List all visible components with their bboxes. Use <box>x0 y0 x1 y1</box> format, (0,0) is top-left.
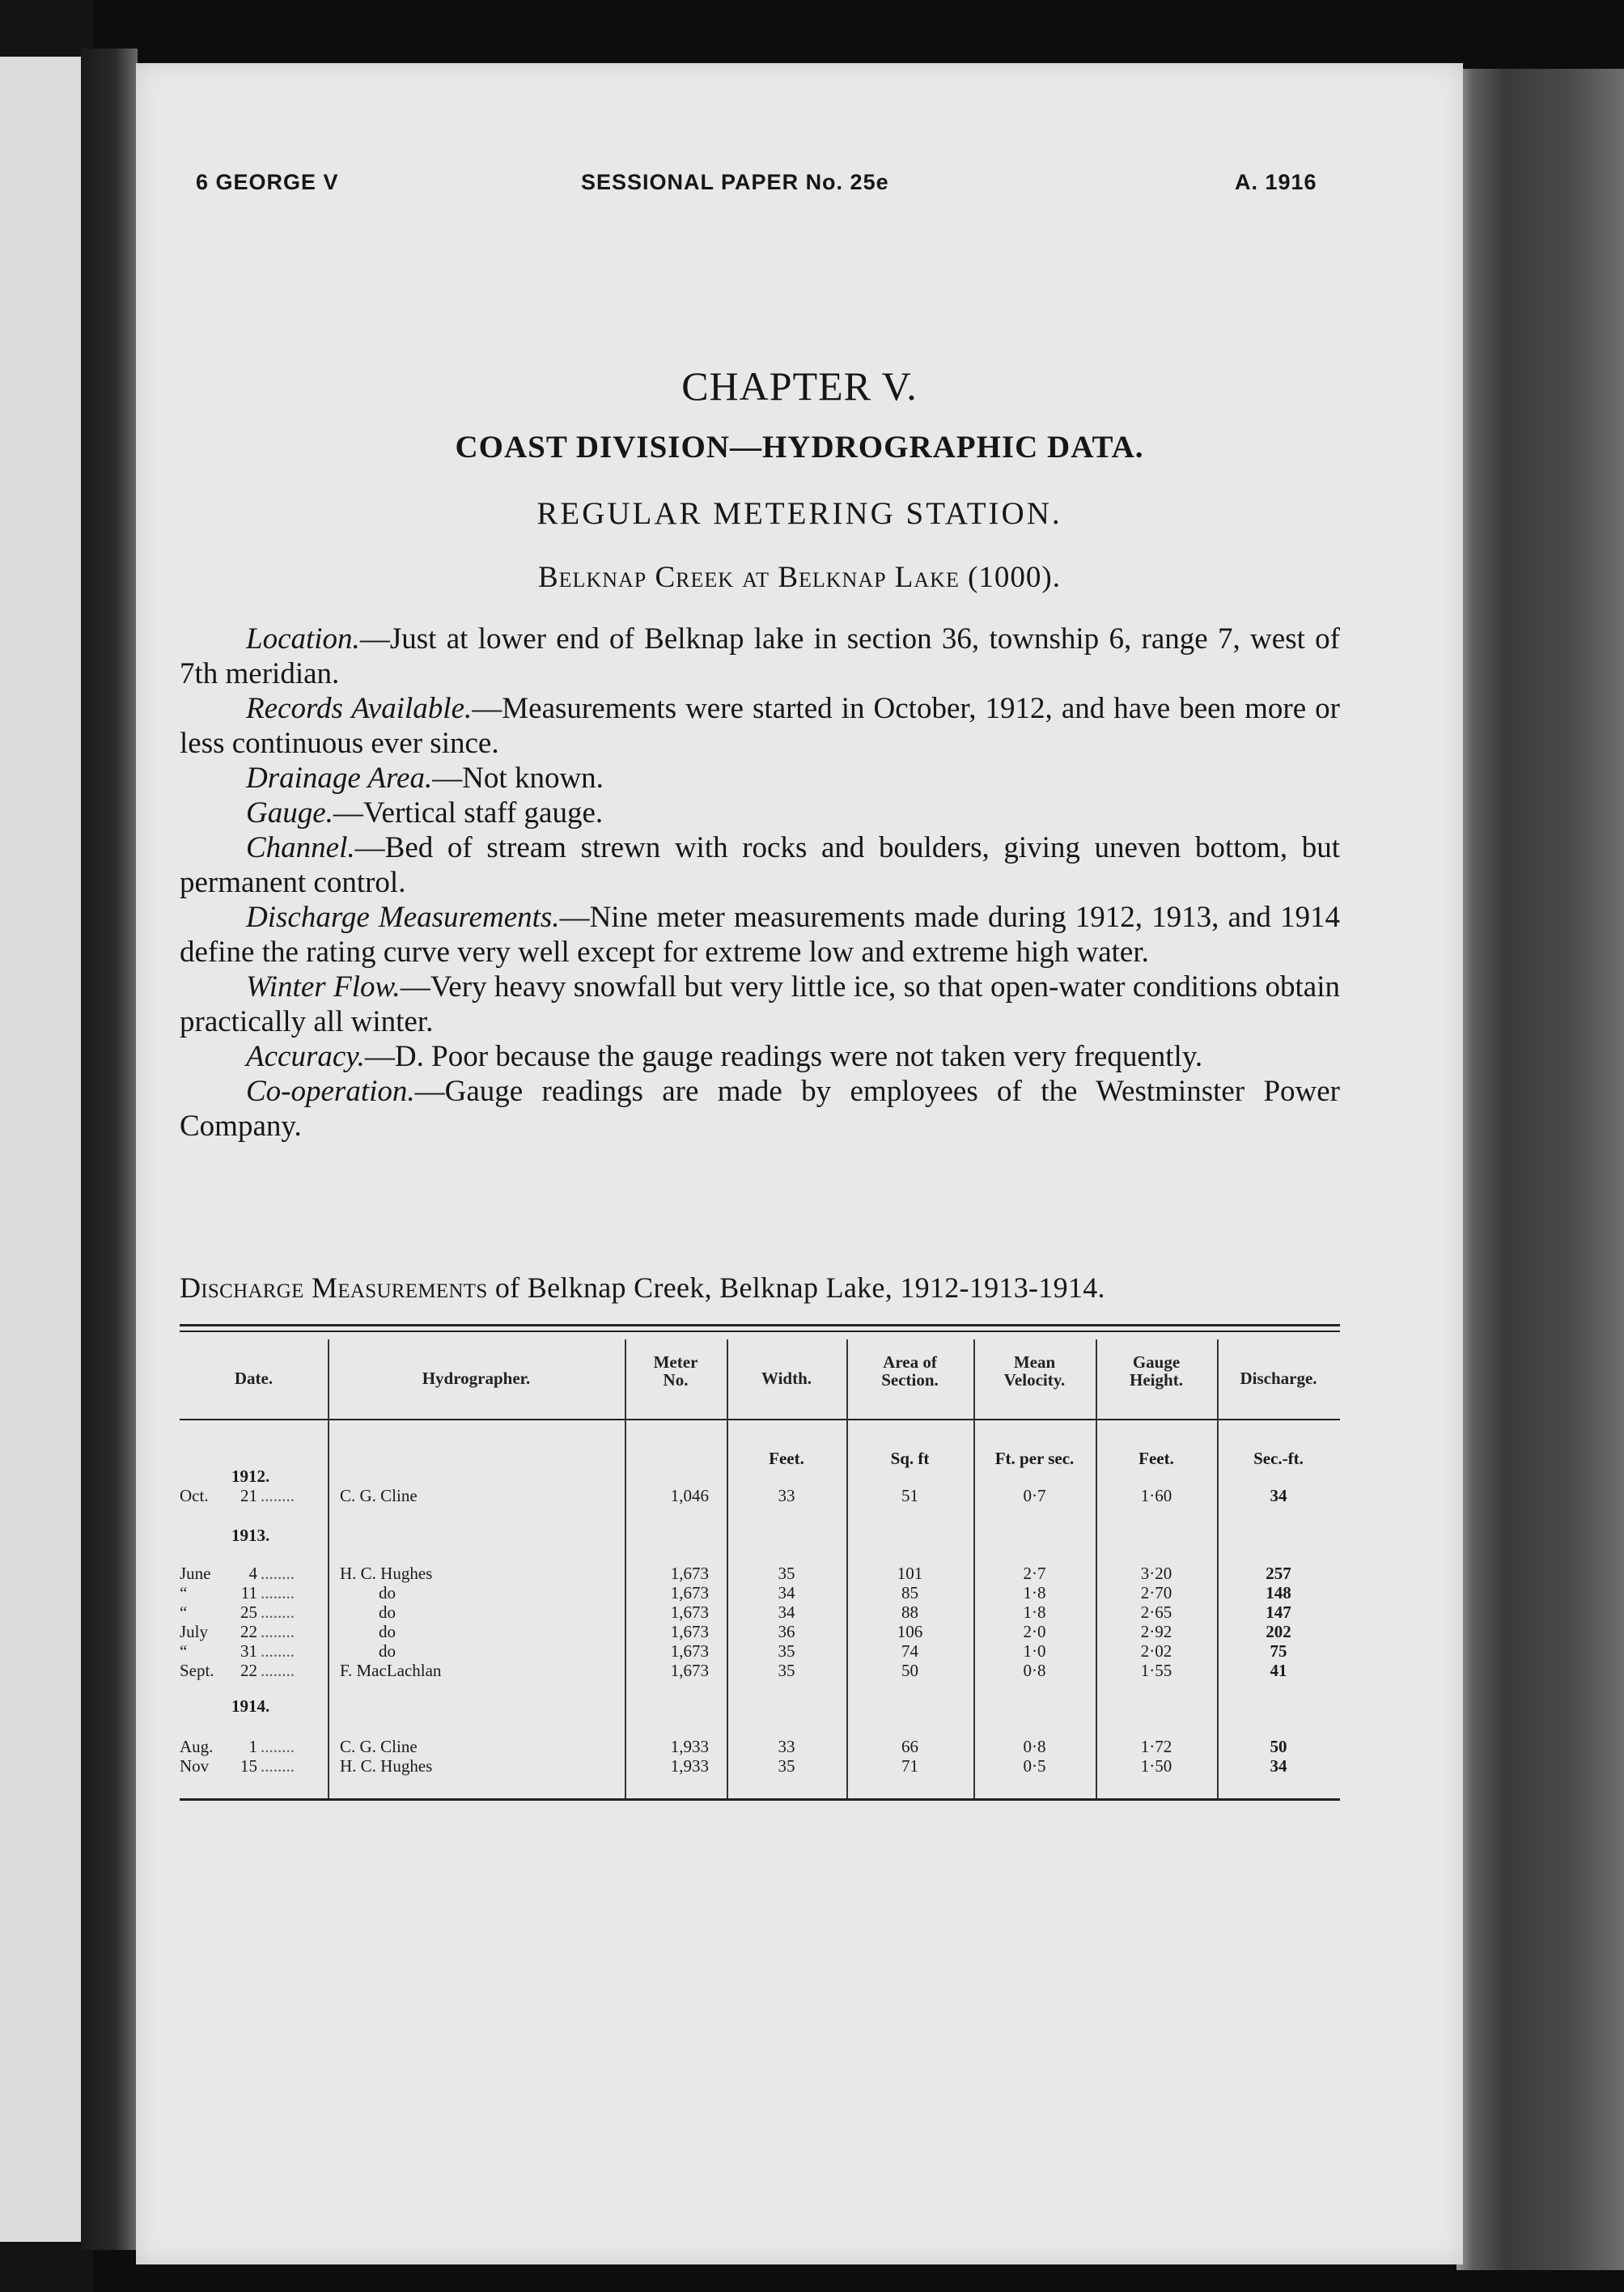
cell-day: 22 <box>240 1661 257 1680</box>
year-label: 1912. <box>231 1466 270 1486</box>
cell-meter: 1,673 <box>670 1602 709 1622</box>
cell-area: 85 <box>901 1583 918 1602</box>
leader-dots: ........ <box>261 1564 295 1583</box>
header-velocity-line2: Velocity. <box>1003 1370 1066 1390</box>
cell-gauge: 2·92 <box>1140 1622 1172 1641</box>
page-stack-edge <box>1457 69 1624 2270</box>
cell-vel: 0·5 <box>1023 1756 1046 1776</box>
paragraph-location <box>180 622 1340 691</box>
unit-discharge: Sec.-ft. <box>1253 1449 1304 1468</box>
cell-meter: 1,046 <box>670 1486 709 1505</box>
cell-month: Nov <box>180 1756 210 1776</box>
header-meter-line1: Meter <box>653 1352 698 1372</box>
cell-dis: 75 <box>1270 1641 1287 1661</box>
cell-hyd: do <box>379 1641 396 1661</box>
cell-dis: 202 <box>1266 1622 1291 1641</box>
text-location: —Just at lower end of Belknap lake in section 36, township 6, range 7, west of 7th meridian. <box>180 622 1340 690</box>
table-header-rule <box>180 1419 1340 1420</box>
label-winter: Winter Flow. <box>246 970 401 1004</box>
cell-day: 31 <box>240 1641 257 1661</box>
cell-month: July <box>180 1622 209 1641</box>
cell-gauge: 1·50 <box>1140 1756 1172 1776</box>
cell-meter: 1,933 <box>670 1756 709 1776</box>
cell-day: 15 <box>240 1756 257 1776</box>
cell-day: 21 <box>240 1486 257 1505</box>
cell-dis: 34 <box>1270 1486 1287 1505</box>
header-discharge: Discharge. <box>1240 1369 1317 1388</box>
cell-dis: 50 <box>1270 1737 1287 1756</box>
cell-gauge: 1·60 <box>1140 1486 1172 1505</box>
column-divider <box>328 1339 329 1798</box>
unit-velocity: Ft. per sec. <box>994 1449 1075 1468</box>
cell-area: 74 <box>901 1641 918 1661</box>
cell-hyd: C. G. Cline <box>340 1737 418 1756</box>
paragraph-gauge <box>180 796 1340 830</box>
unit-area: Sq. ft <box>890 1449 930 1468</box>
cell-month: Oct. <box>180 1486 209 1505</box>
leader-dots: ........ <box>261 1641 295 1661</box>
cell-width: 33 <box>778 1737 795 1756</box>
cell-dis: 257 <box>1266 1564 1291 1583</box>
leader-dots: ........ <box>261 1661 295 1680</box>
cell-hyd: H. C. Hughes <box>340 1756 433 1776</box>
cell-meter: 1,673 <box>670 1641 709 1661</box>
text-records: —Measurements were started in October, 1912, and have been more or less continuous ever since. <box>180 692 1340 760</box>
label-records: Records Available. <box>246 692 473 725</box>
cell-meter: 1,673 <box>670 1661 709 1680</box>
station-title: REGULAR METERING STATION. <box>536 496 1062 531</box>
label-location: Location. <box>246 622 360 656</box>
table-bottom-rule <box>180 1798 1340 1801</box>
cell-meter: 1,673 <box>670 1564 709 1583</box>
year-label: 1913. <box>231 1526 270 1545</box>
header-gauge <box>1096 1353 1217 1389</box>
cell-hyd: do <box>379 1583 396 1602</box>
station-description <box>180 622 1340 1144</box>
cell-width: 35 <box>778 1564 795 1583</box>
text-discharge: —Nine meter measurements made during 1912, 1913, and 1914 define the rating curve very well except for extreme low and extreme high water. <box>180 901 1340 969</box>
facing-page-edge <box>0 57 81 2242</box>
cell-vel: 0·8 <box>1023 1661 1046 1680</box>
cell-vel: 2·7 <box>1023 1564 1046 1583</box>
year-label: 1914. <box>231 1696 270 1716</box>
paragraph-discharge <box>180 900 1340 970</box>
paragraph-winter <box>180 970 1340 1039</box>
book-gutter <box>81 49 138 2250</box>
cell-vel: 0·8 <box>1023 1737 1046 1756</box>
cell-area: 51 <box>901 1486 918 1505</box>
station-subtitle: Belknap Creek at Belknap Lake (1000). <box>538 561 1061 594</box>
cell-meter: 1,673 <box>670 1622 709 1641</box>
cell-dis: 41 <box>1270 1661 1287 1680</box>
cell-month: Aug. <box>180 1737 214 1756</box>
cell-hyd: C. G. Cline <box>340 1486 418 1505</box>
leader-dots: ........ <box>261 1622 295 1641</box>
table-caption-smallcaps: Discharge Measurements <box>180 1271 488 1304</box>
header-width: Width. <box>761 1369 812 1388</box>
header-gauge-line1: Gauge <box>1132 1352 1181 1372</box>
label-discharge: Discharge Measurements. <box>246 901 560 934</box>
leader-dots: ........ <box>261 1583 295 1602</box>
table-caption <box>180 1271 1340 1305</box>
cell-month: “ <box>180 1641 188 1661</box>
cell-dis: 147 <box>1266 1602 1291 1622</box>
cell-area: 101 <box>897 1564 923 1583</box>
unit-width: Feet. <box>769 1449 804 1468</box>
cell-gauge: 2·02 <box>1140 1641 1172 1661</box>
cell-hyd: do <box>379 1602 396 1622</box>
running-header-left: 6 GEORGE V <box>196 170 339 194</box>
cell-vel: 0·7 <box>1023 1486 1046 1505</box>
chapter-title: CHAPTER V. <box>681 363 918 409</box>
header-area-line1: Area of <box>883 1352 937 1372</box>
cell-gauge: 2·70 <box>1140 1583 1172 1602</box>
cell-area: 66 <box>901 1737 918 1756</box>
cell-width: 33 <box>778 1486 795 1505</box>
cell-gauge: 3·20 <box>1140 1564 1172 1583</box>
cell-width: 34 <box>778 1583 795 1602</box>
leader-dots: ........ <box>261 1486 295 1505</box>
cell-day: 4 <box>248 1564 257 1583</box>
label-cooperation: Co-operation. <box>246 1075 415 1108</box>
label-channel: Channel. <box>246 831 355 864</box>
paragraph-records <box>180 691 1340 761</box>
paragraph-channel <box>180 830 1340 900</box>
running-header-right: A. 1916 <box>1235 170 1317 194</box>
cell-day: 1 <box>248 1737 257 1756</box>
cell-vel: 1·8 <box>1023 1602 1046 1622</box>
header-meter <box>625 1353 727 1389</box>
header-date: Date. <box>234 1369 273 1388</box>
header-velocity <box>973 1353 1096 1389</box>
cell-day: 22 <box>240 1622 257 1641</box>
cell-dis: 34 <box>1270 1756 1287 1776</box>
header-area <box>846 1353 973 1389</box>
cell-vel: 2·0 <box>1023 1622 1046 1641</box>
leader-dots: ........ <box>261 1756 295 1776</box>
cell-width: 35 <box>778 1641 795 1661</box>
unit-gauge: Feet. <box>1138 1449 1174 1468</box>
cell-meter: 1,673 <box>670 1583 709 1602</box>
label-drainage: Drainage Area. <box>246 762 433 795</box>
cell-area: 71 <box>901 1756 918 1776</box>
table-top-rule-2 <box>180 1331 1340 1332</box>
label-accuracy: Accuracy. <box>246 1040 365 1073</box>
text-cooperation: —Gauge readings are made by employees of the Westminster Power Company. <box>180 1075 1340 1143</box>
cell-width: 34 <box>778 1602 795 1622</box>
paragraph-cooperation <box>180 1074 1340 1144</box>
cell-meter: 1,933 <box>670 1737 709 1756</box>
table-caption-rest: of Belknap Creek, Belknap Lake, 1912-1913-1914. <box>487 1271 1105 1304</box>
cell-hyd: F. MacLachlan <box>340 1661 442 1680</box>
cell-width: 35 <box>778 1756 795 1776</box>
division-title: COAST DIVISION—HYDROGRAPHIC DATA. <box>455 430 1144 465</box>
paragraph-accuracy <box>180 1039 1340 1074</box>
cell-area: 106 <box>897 1622 923 1641</box>
cell-hyd: do <box>379 1622 396 1641</box>
label-gauge: Gauge. <box>246 796 333 830</box>
cell-dis: 148 <box>1266 1583 1291 1602</box>
cell-gauge: 2·65 <box>1140 1602 1172 1622</box>
cell-gauge: 1·55 <box>1140 1661 1172 1680</box>
paragraph-drainage <box>180 761 1340 796</box>
cell-width: 36 <box>778 1622 795 1641</box>
table-top-rule <box>180 1324 1340 1326</box>
cell-area: 50 <box>901 1661 918 1680</box>
text-accuracy: —D. Poor because the gauge readings were not taken very frequently. <box>364 1040 1203 1073</box>
header-meter-line2: No. <box>663 1370 689 1390</box>
text-drainage: —Not known. <box>432 762 604 795</box>
text-winter: —Very heavy snowfall but very little ice, so that open-water conditions obtain practically all winter. <box>180 970 1340 1038</box>
cell-day: 11 <box>240 1583 257 1602</box>
leader-dots: ........ <box>261 1737 295 1756</box>
cell-hyd: H. C. Hughes <box>340 1564 433 1583</box>
running-header-center: SESSIONAL PAPER No. 25e <box>581 170 889 194</box>
text-gauge: —Vertical staff gauge. <box>333 796 604 830</box>
text-channel: —Bed of stream strewn with rocks and boulders, giving uneven bottom, but permanent control. <box>180 831 1340 899</box>
cell-area: 88 <box>901 1602 918 1622</box>
cell-month: June <box>180 1564 211 1583</box>
leader-dots: ........ <box>261 1602 295 1622</box>
header-gauge-line2: Height. <box>1130 1370 1183 1390</box>
cell-day: 25 <box>240 1602 257 1622</box>
cell-vel: 1·0 <box>1023 1641 1046 1661</box>
header-velocity-line1: Mean <box>1013 1352 1056 1372</box>
cell-gauge: 1·72 <box>1140 1737 1172 1756</box>
header-area-line2: Section. <box>881 1370 939 1390</box>
cell-month: “ <box>180 1583 188 1602</box>
cell-vel: 1·8 <box>1023 1583 1046 1602</box>
header-hydrographer: Hydrographer. <box>422 1369 531 1388</box>
cell-month: “ <box>180 1602 188 1622</box>
cell-width: 35 <box>778 1661 795 1680</box>
cell-month: Sept. <box>180 1661 214 1680</box>
